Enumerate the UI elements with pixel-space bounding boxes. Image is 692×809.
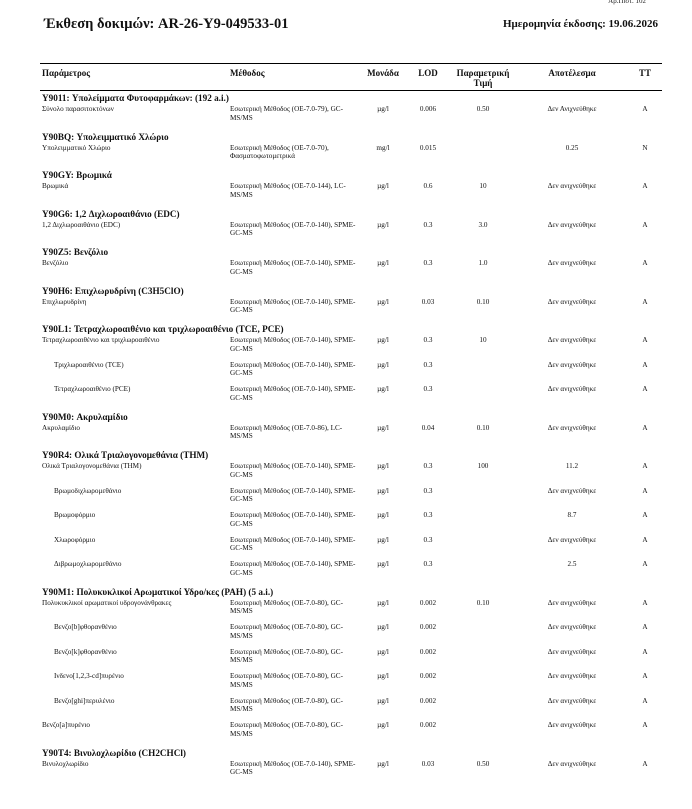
parametric-value-cell	[450, 648, 516, 673]
lod-cell: 0.3	[423, 511, 433, 519]
result-cell: Δεν ανιχνεύθηκε	[547, 297, 597, 306]
result-cell: Δεν ανιχνεύθηκε	[547, 385, 597, 393]
parameter-cell: Τετραχλωροαιθένιο (PCE)	[54, 385, 131, 393]
table-row	[40, 760, 662, 785]
table-subrow	[40, 672, 662, 697]
parameter-cell: Βρωμικά	[42, 182, 69, 190]
result-cell: 11.2	[565, 462, 579, 470]
group-label: Y90BQ: Υπολειμματικό Χλώριο	[42, 131, 169, 142]
parametric-value-cell: 0.10	[476, 297, 490, 306]
group-header-row	[40, 585, 662, 599]
parameter-cell: Βρωμοφόρμιο	[54, 511, 96, 519]
unit-cell: µg/l	[377, 360, 389, 369]
parametric-value-cell: 10	[479, 336, 487, 344]
parameter-cell: Επιχλωρυδρίνη	[42, 297, 87, 306]
table-subrow	[40, 361, 662, 386]
issue-date: Ημερομηνία έκδοσης: 19.06.2026	[502, 18, 658, 30]
unit-cell: µg/l	[377, 259, 389, 267]
parametric-value-cell: 100	[477, 462, 489, 470]
lod-cell: 0.002	[419, 623, 437, 631]
table-subrow	[40, 536, 662, 561]
lod-cell: 0.3	[423, 385, 433, 393]
tt-cell: A	[642, 360, 648, 369]
result-cell: 2.5	[567, 560, 577, 568]
lod-cell: 0.6	[423, 182, 433, 190]
method-cell: Εσωτερική Μέθοδος (ΟΕ-7.0-80), GC-MS/MS	[230, 696, 343, 714]
parametric-value-cell	[450, 672, 516, 697]
parametric-value-cell: 0.10	[476, 598, 490, 607]
table-row	[40, 336, 662, 361]
unit-cell: µg/l	[377, 336, 389, 344]
unit-cell: µg/l	[377, 182, 389, 190]
unit-cell: µg/l	[377, 385, 389, 393]
result-cell: Δεν ανιχνεύθηκε	[547, 423, 597, 432]
parameter-cell: Τριχλωροαιθένιο (TCE)	[54, 360, 124, 369]
unit-cell: µg/l	[377, 759, 389, 768]
group-label: Y90L1: Τετραχλωροαιθένιο και τριχλωροαιθένιο (TCE, PCE)	[42, 324, 284, 334]
method-cell: Εσωτερική Μέθοδος (ΟΕ-7.0-80), GC-MS/MS	[230, 647, 343, 665]
parameter-cell: Τετραχλωροαιθένιο και τριχλωροαιθένιο	[42, 336, 160, 344]
tt-cell: A	[642, 220, 648, 229]
parameter-cell: Ακρυλαμίδιο	[42, 423, 80, 432]
tt-cell: A	[642, 598, 648, 607]
table-row	[40, 182, 662, 207]
result-cell: Δεν ανιχνεύθηκε	[547, 336, 597, 344]
column-header-parameter: Παράμετρος	[40, 64, 228, 91]
parametric-value-cell	[450, 511, 516, 536]
result-cell: Δεν ανιχνεύθηκε	[547, 647, 597, 656]
method-cell: Εσωτερική Μέθοδος (ΟΕ-7.0-80), GC-MS/MS	[230, 623, 343, 640]
result-cell: Δεν ανιχνεύθηκε	[547, 721, 597, 729]
method-cell: Εσωτερική Μέθοδος (ΟΕ-7.0-140), SPME-GC-MS	[230, 360, 356, 378]
tt-cell: A	[642, 535, 648, 544]
parameter-cell: Βενζόλιο	[42, 259, 69, 267]
report-title: Έκθεση δοκιμών: AR-26-Y9-049533-01	[44, 16, 289, 32]
result-cell: Δεν ανιχνεύθηκε	[547, 486, 597, 495]
table-row	[40, 259, 662, 284]
unit-cell: µg/l	[377, 623, 389, 631]
group-header-row	[40, 168, 662, 182]
tt-cell: A	[642, 259, 648, 267]
group-label: Y90R4: Ολικά Τριαλογονομεθάνια (THM)	[42, 450, 209, 460]
tt-cell: A	[642, 486, 648, 495]
parametric-value-cell: 1.0	[478, 259, 488, 267]
lod-cell: 0.015	[419, 143, 437, 152]
table-row	[40, 298, 662, 323]
unit-cell: µg/l	[377, 462, 389, 470]
group-label: Y90T4: Βινυλοχλωρίδιο (CH2CHCl)	[42, 747, 186, 758]
method-cell: Εσωτερική Μέθοδος (ΟΕ-7.0-80), GC-MS/MS	[230, 672, 343, 689]
unit-cell: mg/l	[376, 143, 390, 152]
unit-cell: µg/l	[377, 647, 389, 656]
tt-cell: A	[642, 696, 648, 705]
unit-cell: µg/l	[377, 105, 389, 113]
group-header-row	[40, 207, 662, 221]
unit-cell: µg/l	[377, 598, 389, 607]
column-header-method: Μέθοδος	[228, 64, 360, 91]
table-row	[40, 462, 662, 487]
method-cell: Εσωτερική Μέθοδος (ΟΕ-7.0-140), SPME-GC-MS	[230, 462, 356, 479]
parametric-value-cell	[450, 361, 516, 386]
tt-cell: A	[642, 385, 648, 393]
parametric-value-cell	[450, 560, 516, 585]
method-cell: Εσωτερική Μέθοδος (ΟΕ-7.0-140), SPME-GC-MS	[230, 535, 356, 553]
result-cell: 8.7	[567, 511, 577, 519]
table-subrow	[40, 487, 662, 512]
group-label: Y90Z5: Βενζόλιο	[42, 247, 109, 257]
lod-cell: 0.002	[419, 598, 437, 607]
group-header-row	[40, 284, 662, 298]
result-cell: Δεν ανιχνεύθηκε	[547, 220, 597, 229]
unit-cell: µg/l	[377, 535, 389, 544]
table-body	[40, 91, 662, 785]
group-label: Y90M0: Ακρυλαμίδιο	[42, 411, 128, 422]
parameter-cell: Βενζο[k]φθορανθένιο	[54, 647, 117, 656]
parameter-cell: Βενζο[a]πυρένιο	[42, 721, 90, 729]
method-cell: Εσωτερική Μέθοδος (ΟΕ-7.0-140), SPME-GC-MS	[230, 220, 356, 238]
method-cell: Εσωτερική Μέθοδος (ΟΕ-7.0-140), SPME-GC-MS	[230, 560, 356, 577]
lod-cell: 0.3	[423, 486, 433, 495]
result-cell: Δεν ανιχνεύθηκε	[547, 360, 597, 369]
table-row	[40, 221, 662, 246]
parametric-value-cell: 10	[479, 182, 487, 190]
method-cell: Εσωτερική Μέθοδος (ΟΕ-7.0-140), SPME-GC-MS	[230, 486, 356, 504]
unit-cell: µg/l	[377, 423, 389, 432]
lod-cell: 0.3	[423, 360, 433, 369]
table-subrow	[40, 385, 662, 410]
table-row	[40, 144, 662, 169]
method-cell: Εσωτερική Μέθοδος (ΟΕ-7.0-140), SPME-GC-MS	[230, 297, 356, 315]
method-cell: Εσωτερική Μέθοδος (ΟΕ-7.0-80), GC-MS/MS	[230, 721, 343, 738]
parametric-value-cell	[450, 144, 516, 169]
column-header-unit: Μονάδα	[360, 64, 406, 91]
table-subrow	[40, 511, 662, 536]
unit-cell: µg/l	[377, 297, 389, 306]
group-header-row	[40, 410, 662, 424]
tt-cell: A	[642, 511, 648, 519]
table-row	[40, 721, 662, 746]
column-header-parametric-value: Παραμετρική Τιμή	[450, 64, 516, 91]
table-subrow	[40, 623, 662, 648]
tt-cell: A	[642, 105, 648, 113]
tt-cell: A	[642, 336, 648, 344]
parametric-value-cell	[450, 721, 516, 746]
tt-cell: A	[642, 423, 648, 432]
method-cell: Εσωτερική Μέθοδος (ΟΕ-7.0-140), SPME-GC-MS	[230, 336, 356, 353]
method-cell: Εσωτερική Μέθοδος (ΟΕ-7.0-140), SPME-GC-MS	[230, 385, 356, 402]
tt-cell: A	[642, 721, 648, 729]
unit-cell: µg/l	[377, 672, 389, 680]
parameter-cell: 1,2 Διχλωροαιθάνιο (EDC)	[42, 220, 121, 229]
lod-cell: 0.3	[423, 259, 433, 267]
result-cell: Δεν ανιχνεύθηκε	[547, 672, 597, 680]
column-header-result: Αποτέλεσμα	[516, 64, 628, 91]
group-label: Y90M1: Πολυκυκλικοί Αρωματικοί Υδρο/κες (PAH) (5 a.i.)	[42, 586, 274, 597]
tt-cell: A	[642, 672, 648, 680]
table-row	[40, 599, 662, 624]
lod-cell: 0.002	[419, 672, 437, 680]
tt-cell: A	[642, 623, 648, 631]
group-label: Y90H6: Επιχλωρυδρίνη (C3H5ClO)	[42, 285, 184, 296]
tt-cell: A	[642, 560, 648, 568]
unit-cell: µg/l	[377, 220, 389, 229]
group-header-row	[40, 322, 662, 336]
parametric-value-cell	[450, 536, 516, 561]
table-subrow	[40, 697, 662, 722]
parameter-cell: Ολικά Τριαλογονομεθάνια (THM)	[42, 462, 142, 470]
lod-cell: 0.04	[421, 423, 435, 432]
lod-cell: 0.3	[423, 336, 433, 344]
parameter-cell: Διβρωμοχλωρομεθάνιο	[54, 560, 122, 568]
parametric-value-cell: 0.10	[476, 423, 490, 432]
lod-cell: 0.3	[423, 560, 433, 568]
parametric-value-cell: 0.50	[476, 105, 490, 113]
parameter-cell: Βινυλοχλωρίδιο	[42, 759, 89, 768]
group-header-row	[40, 448, 662, 462]
result-cell: 0.25	[565, 143, 579, 152]
results-table	[40, 63, 662, 784]
unit-cell: µg/l	[377, 560, 389, 568]
parameter-cell: Βενζο[b]φθορανθένιο	[54, 623, 117, 631]
unit-cell: µg/l	[377, 696, 389, 705]
table-subrow	[40, 648, 662, 673]
group-header-row	[40, 746, 662, 760]
lod-cell: 0.3	[423, 462, 433, 470]
parameter-cell: Ινδενο[1,2,3-cd]πυρένιο	[54, 672, 124, 680]
unit-cell: µg/l	[377, 721, 389, 729]
result-cell: Δεν ανιχνεύθηκε	[547, 598, 597, 607]
column-header-tt: ΤΤ	[628, 64, 662, 91]
group-label: Y9011: Υπολείμματα Φυτοφαρμάκων: (192 a.i.)	[42, 93, 229, 103]
result-cell: Δεν ανιχνεύθηκε	[547, 759, 597, 768]
group-label: Y90G6: 1,2 Διχλωροαιθάνιο (EDC)	[42, 208, 180, 219]
method-cell: Εσωτερική Μέθοδος (ΟΕ-7.0-140), SPME-GC-MS	[230, 759, 356, 777]
tt-cell: A	[642, 182, 648, 190]
parametric-value-cell	[450, 385, 516, 410]
group-header-row	[40, 91, 662, 106]
parametric-value-cell	[450, 623, 516, 648]
parameter-cell: Βρωμοδιχλωρομεθάνιο	[54, 486, 122, 495]
tt-cell: A	[642, 297, 648, 306]
parameter-cell: Χλωροφόρμιο	[54, 535, 96, 544]
group-header-row	[40, 245, 662, 259]
result-cell: Δεν ανιχνεύθηκε	[547, 259, 597, 267]
result-cell: Δεν ανιχνεύθηκε	[547, 696, 597, 705]
tt-cell: A	[642, 647, 648, 656]
lod-cell: 0.002	[419, 647, 437, 656]
parameter-cell: Πολυκυκλικοί αρωματικοί υδρογονάνθρακες	[42, 598, 172, 607]
group-header-row	[40, 130, 662, 144]
lod-cell: 0.006	[419, 105, 437, 113]
parameter-cell: Υπολειμματικό Χλώριο	[42, 143, 111, 152]
column-header-lod: LOD	[406, 64, 450, 91]
result-cell: Δεν ανιχνεύθηκε	[547, 623, 597, 631]
method-cell: Εσωτερική Μέθοδος (ΟΕ-7.0-80), GC-MS/MS	[230, 598, 343, 616]
page-number: Αρ.Πιστ. 102	[608, 0, 646, 5]
result-cell: Δεν Ανιχνεύθηκε	[547, 105, 597, 113]
method-cell: Εσωτερική Μέθοδος (ΟΕ-7.0-140), SPME-GC-MS	[230, 259, 356, 276]
lod-cell: 0.03	[421, 759, 435, 768]
parameter-cell: Βενζο[ghi]περυλένιο	[54, 696, 115, 705]
parametric-value-cell	[450, 487, 516, 512]
lod-cell: 0.002	[419, 721, 437, 729]
group-label: Y90GY: Βρωμικά	[42, 170, 112, 180]
lod-cell: 0.3	[423, 220, 433, 229]
result-cell: Δεν ανιχνεύθηκε	[547, 182, 597, 190]
method-cell: Εσωτερική Μέθοδος (ΟΕ-7.0-79), GC-MS/MS	[230, 105, 343, 122]
table-row	[40, 424, 662, 449]
table-subrow	[40, 560, 662, 585]
unit-cell: µg/l	[377, 486, 389, 495]
tt-cell: N	[642, 143, 648, 152]
parameter-cell: Σύνολο παρασιτοκτόνων	[42, 105, 114, 113]
lod-cell: 0.3	[423, 535, 433, 544]
unit-cell: µg/l	[377, 511, 389, 519]
method-cell: Εσωτερική Μέθοδος (ΟΕ-7.0-70), Φασματοφωτομετρικά	[230, 143, 329, 161]
parametric-value-cell: 0.50	[476, 759, 490, 768]
lod-cell: 0.002	[419, 696, 437, 705]
method-cell: Εσωτερική Μέθοδος (ΟΕ-7.0-140), SPME-GC-MS	[230, 511, 356, 528]
tt-cell: A	[642, 462, 648, 470]
method-cell: Εσωτερική Μέθοδος (ΟΕ-7.0-86), LC-MS/MS	[230, 423, 343, 441]
method-cell: Εσωτερική Μέθοδος (ΟΕ-7.0-144), LC-MS/MS	[230, 182, 346, 199]
parametric-value-cell: 3.0	[478, 220, 488, 229]
parametric-value-cell	[450, 697, 516, 722]
tt-cell: A	[642, 759, 648, 768]
result-cell: Δεν ανιχνεύθηκε	[547, 535, 597, 544]
table-header-row	[40, 64, 662, 91]
lod-cell: 0.03	[421, 297, 435, 306]
table-row	[40, 105, 662, 130]
